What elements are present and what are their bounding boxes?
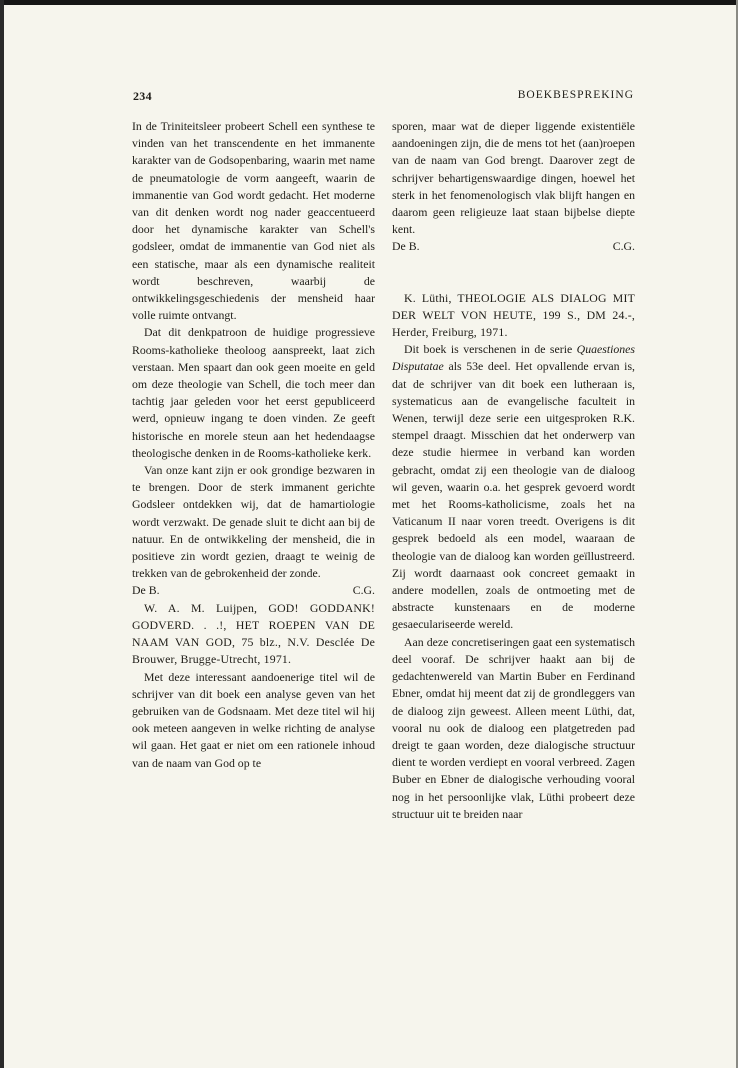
body-paragraph: Van onze kant zijn er ook grondige bezwaren in te brengen. Door de sterk immanent gerichte Godsleer ontdekken wij, dat de hamartiologie wordt verzwakt. De genade sluit te dicht aan bij de natuur. En de ontwikkeling der mensheid, die in positieve zin wordt gezien, draagt te weinig de trekken van de gebrokenheid der zonde. <box>132 463 375 581</box>
page-number: 234 <box>133 89 152 103</box>
paragraph-rest: als 53e deel. Het opvallende ervan is, dat de schrijver van dit boek een lutheraan is, systematicus aan de evangelische faculteit in Wenen, terwijl deze serie een uitgesproken R.K. stempel draagt. Misschien dat het onderwerp van deze studie hiermee in verband kan worden gebracht, omdat zij een theologie van de dialoog wil geven, waarin o.a. het gesprek gevoerd wordt met het Rooms-katholicisme, zoals het na Vaticanum II naar voren treedt. Overigens is dit gesprek bedoeld als een model, waaraan de theologie van de dialoog kan worden geïllustreerd. Zij wordt daarnaast ook concreet gemaakt in andere modellen, zoals de ontmoeting met de abstracte kunstenaars en de moderne gesaeculariseerde wereld. <box>392 359 635 632</box>
review-heading-luthi: K. Lüthi, THEOLOGIE ALS DIALOG MIT DER WELT VON HEUTE, 199 S., DM 24.-, Herder, Freiburg, 1971. <box>392 290 635 340</box>
review-signature <box>132 582 375 599</box>
series-title: Quaestiones Disputatae <box>392 342 635 374</box>
body-paragraph: Aan deze concretiseringen gaat een systematisch deel vooraf. De schrijver haakt aan bij de gedachtenwereld van Martin Buber en Ferdinand Ebner, omdat hij meent dat zij de grondleggers van de dialoog zijn geweest. Alleen meent Lüthi, dat, vooral nu ook de dialoog een platgetreden pad dreigt te gaan worden, deze dialogische structuur dient te worden verdiept en vooral verbreed. Zagen Buber en Ebner de dialogische verhouding vooral nog in het persoonlijke vlak, Lüthi probeert deze structuur uit te breiden naar <box>392 634 635 821</box>
signature-place: De B. <box>392 239 420 254</box>
scan-top-edge <box>0 0 738 5</box>
signature-initials: C.G. <box>612 239 635 254</box>
body-paragraph <box>392 341 635 633</box>
body-paragraph: Dat dit denkpatroon de huidige progressieve Rooms-katholieke theoloog aanspreekt, laat zich verstaan. Men spaart dan ook geen moeite en geld om deze theologie van Schell, die toch meer dan tachtig jaar geleden voor het eerst gepubliceerd werd, opnieuw ingang te doen vinden. Ze geeft historische en morele steun aan het hedendaagse theologische denken in de Rooms-katholieke kerk. <box>132 325 375 460</box>
left-column <box>132 118 375 772</box>
running-head: BOEKBESPREKING <box>517 89 634 101</box>
review-signature <box>392 238 635 255</box>
review-heading-luijpen: W. A. M. Luijpen, GOD! GODDANK! GODVERD. . .!, HET ROEPEN VAN DE NAAM VAN GOD, 75 blz., N.V. Desclée De Brouwer, Brugge-Utrecht, 1971. <box>132 600 375 667</box>
right-column <box>392 118 635 823</box>
body-paragraph: sporen, maar wat de dieper liggende existentiële aandoeningen zijn, die de mens tot het (aan)roepen van de naam van God brengt. Daarover zegt de schrijver behartigenswaardige dingen, hoewel het sterk in het fenomenologisch vlak blijft hangen en daarom geen religieuze laat staan bijbelse diepte kent. <box>392 119 635 237</box>
signature-initials: C.G. <box>352 583 375 598</box>
signature-place: De B. <box>132 583 160 598</box>
scan-left-edge <box>0 0 4 1068</box>
paragraph-lead: Dit boek is verschenen in de serie <box>404 342 573 357</box>
body-paragraph: Met deze interessant aandoenerige titel wil de schrijver van dit boek een analyse geven van het gebruiken van de Godsnaam. Met deze titel wil hij ook meteen aangeven in welke richting de analyse wil gaan. Het gaat er niet om een rationele inhoud van de naam van God op te <box>132 669 375 770</box>
body-paragraph: In de Triniteitsleer probeert Schell een synthese te vinden van het transcendente en het immanente karakter van de Godsopenbaring, waarin met name de pneumatologie de vorm aangeeft, waarin de immanentie van God wordt gedacht. Het moderne van dit denken wordt nog nader geaccentueerd door het dynamische karakter van Schell's godsleer, omdat de immanentie van God niet als een statische, maar als een dynamische realiteit wordt beschreven, waarbij de ontwikkelingsgeschiedenis der mensheid haar volle ruimte ontvangt. <box>132 119 375 323</box>
